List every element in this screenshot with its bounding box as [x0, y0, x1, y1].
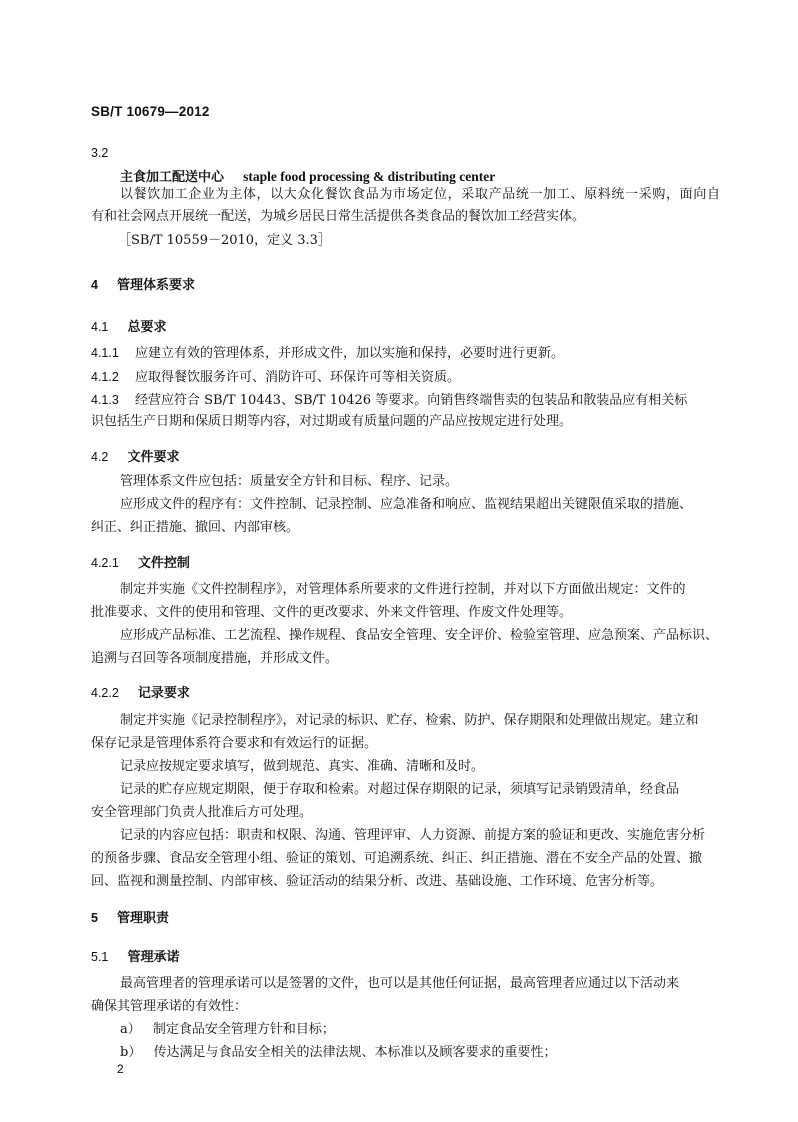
section-4-2-1-para-1-line-2: 批准要求、文件的使用和管理、文件的更改要求、外来文件管理、作废文件处理等。 [91, 605, 573, 620]
section-4-2-1-para-1-line-1: 制定并实施《文件控制程序》，对管理体系所要求的文件进行控制，并对以下方面做出规定：文件的 [120, 582, 686, 597]
section-4-2-para-2-line-2: 纠正、纠正措施、撤回、内部审核。 [91, 520, 300, 535]
term-english: staple food processing & distributing center [243, 169, 496, 184]
definition-line-2: 有和社会网点开展统一配送，为城乡居民日常生活提供各类食品的餐饮加工经营实体。 [91, 209, 586, 224]
section-4-2-heading [91, 446, 180, 465]
section-4-heading [91, 274, 195, 293]
section-4-2-2-heading [91, 682, 190, 701]
page-number: 2 [117, 1062, 124, 1076]
section-5-1-title: 管理承诺 [127, 950, 180, 965]
clause-number-3-2: 3.2 [91, 146, 109, 160]
clause-4-1-3-number: 4.1.3 [91, 393, 119, 407]
section-4-2-2-number: 4.2.2 [91, 686, 119, 700]
section-4-2-2-para-4-line-3: 回、监视和测量控制、内部审核、验证活动的结果分析、改进、基础设施、工作环境、危害分析等。 [91, 874, 664, 889]
section-4-2-2-para-1-line-2: 保存记录是管理体系符合要求和有效运行的证据。 [91, 736, 378, 751]
clause-4-1-3-line-1: 经营应符合 SB/T 10443、SB/T 10426 等要求。向销售终端售卖的包装品和散装品应有相关标 [134, 393, 688, 408]
list-item-a-text: 制定食品安全管理方针和目标； [152, 1022, 335, 1037]
clause-4-1-3 [91, 390, 687, 411]
section-4-2-2-para-3-line-2: 安全管理部门负责人批准后方可处理。 [91, 805, 313, 820]
section-5-1-heading [91, 946, 180, 965]
list-item-b-text: 传达满足与食品安全相关的法律法规、本标准以及顾客要求的重要性； [153, 1045, 557, 1060]
clause-4-1-2-text: 应取得餐饮服务许可、消防许可、环保许可等相关资质。 [134, 370, 460, 385]
clause-4-1-3-line-2: 识包括生产日期和保质日期等内容，对过期或有质量问题的产品应按规定进行处理。 [91, 414, 573, 429]
list-item-a-label: a） [120, 1022, 141, 1037]
list-item-b [120, 1043, 556, 1063]
section-4-2-number: 4.2 [91, 450, 109, 464]
section-4-2-1-title: 文件控制 [137, 556, 190, 571]
section-4-2-para-1: 管理体系文件应包括：质量安全方针和目标、程序、记录。 [120, 474, 459, 489]
section-4-2-1-para-2-line-1: 应形成产品标准、工艺流程、操作规程、食品安全管理、安全评价、检验室管理、应急预案、产品标识、 [120, 628, 719, 643]
section-4-2-1-number: 4.2.1 [91, 556, 119, 570]
section-4-2-2-title: 记录要求 [137, 686, 190, 701]
section-4-2-2-para-4-line-1: 记录的内容应包括：职责和权限、沟通、管理评审、人力资源、前提方案的验证和更改、实施危害分析 [120, 828, 706, 843]
section-4-2-2-para-2: 记录应按规定要求填写，做到规范、真实、准确、清晰和及时。 [120, 759, 485, 774]
clause-4-1-1-text: 应建立有效的管理体系，并形成文件，加以实施和保持，必要时进行更新。 [134, 346, 564, 361]
section-4-title: 管理体系要求 [117, 278, 196, 293]
definition-source: ［SB/T 10559－2010，定义 3.3］ [118, 233, 331, 248]
section-4-2-1-heading [91, 552, 190, 571]
section-5-number: 5 [91, 911, 98, 925]
section-5-heading [91, 907, 169, 926]
list-item-a [120, 1020, 335, 1040]
term-chinese: 主食加工配送中心 [120, 170, 225, 185]
standard-number-header: SB/T 10679—2012 [91, 104, 210, 119]
section-5-1-para-1-line-1: 最高管理者的管理承诺可以是签署的文件，也可以是其他任何证据，最高管理者应通过以下活动来 [120, 976, 680, 991]
section-4-1-heading [91, 316, 167, 335]
section-4-1-number: 4.1 [91, 320, 109, 334]
section-4-2-2-para-4-line-2: 的预备步骤、食品安全管理小组、验证的策划、可追溯系统、纠正、纠正措施、潜在不安全产品的处置、撤 [91, 851, 703, 866]
clause-4-1-2-number: 4.1.2 [91, 370, 119, 384]
section-5-title: 管理职责 [117, 911, 170, 926]
section-4-2-2-para-1-line-1: 制定并实施《记录控制程序》，对记录的标识、贮存、检索、防护、保存期限和处理做出规定。建立和 [120, 713, 699, 728]
list-item-b-label: b） [120, 1045, 142, 1060]
clause-4-1-1-number: 4.1.1 [91, 346, 119, 360]
section-4-number: 4 [91, 278, 98, 292]
clause-4-1-1 [91, 343, 564, 364]
term-heading [120, 166, 495, 185]
clause-4-1-2 [91, 367, 460, 388]
section-4-1-title: 总要求 [127, 320, 167, 335]
section-4-2-title: 文件要求 [127, 450, 180, 465]
section-4-2-2-para-3-line-1: 记录的贮存应规定期限，便于存取和检索。对超过保存期限的记录，须填写记录销毁清单，经食品 [120, 782, 680, 797]
definition-line-1: 以餐饮加工企业为主体，以大众化餐饮食品为市场定位，采取产品统一加工、原料统一采购，面向自 [120, 187, 720, 202]
section-4-2-1-para-2-line-2: 追溯与召回等各项制度措施，并形成文件。 [91, 651, 339, 666]
section-5-1-para-1-line-2: 确保其管理承诺的有效性： [91, 999, 248, 1014]
section-5-1-number: 5.1 [91, 950, 109, 964]
section-4-2-para-2-line-1: 应形成文件的程序有：文件控制、记录控制、应急准备和响应、监视结果超出关键限值采取的措施、 [120, 497, 693, 512]
